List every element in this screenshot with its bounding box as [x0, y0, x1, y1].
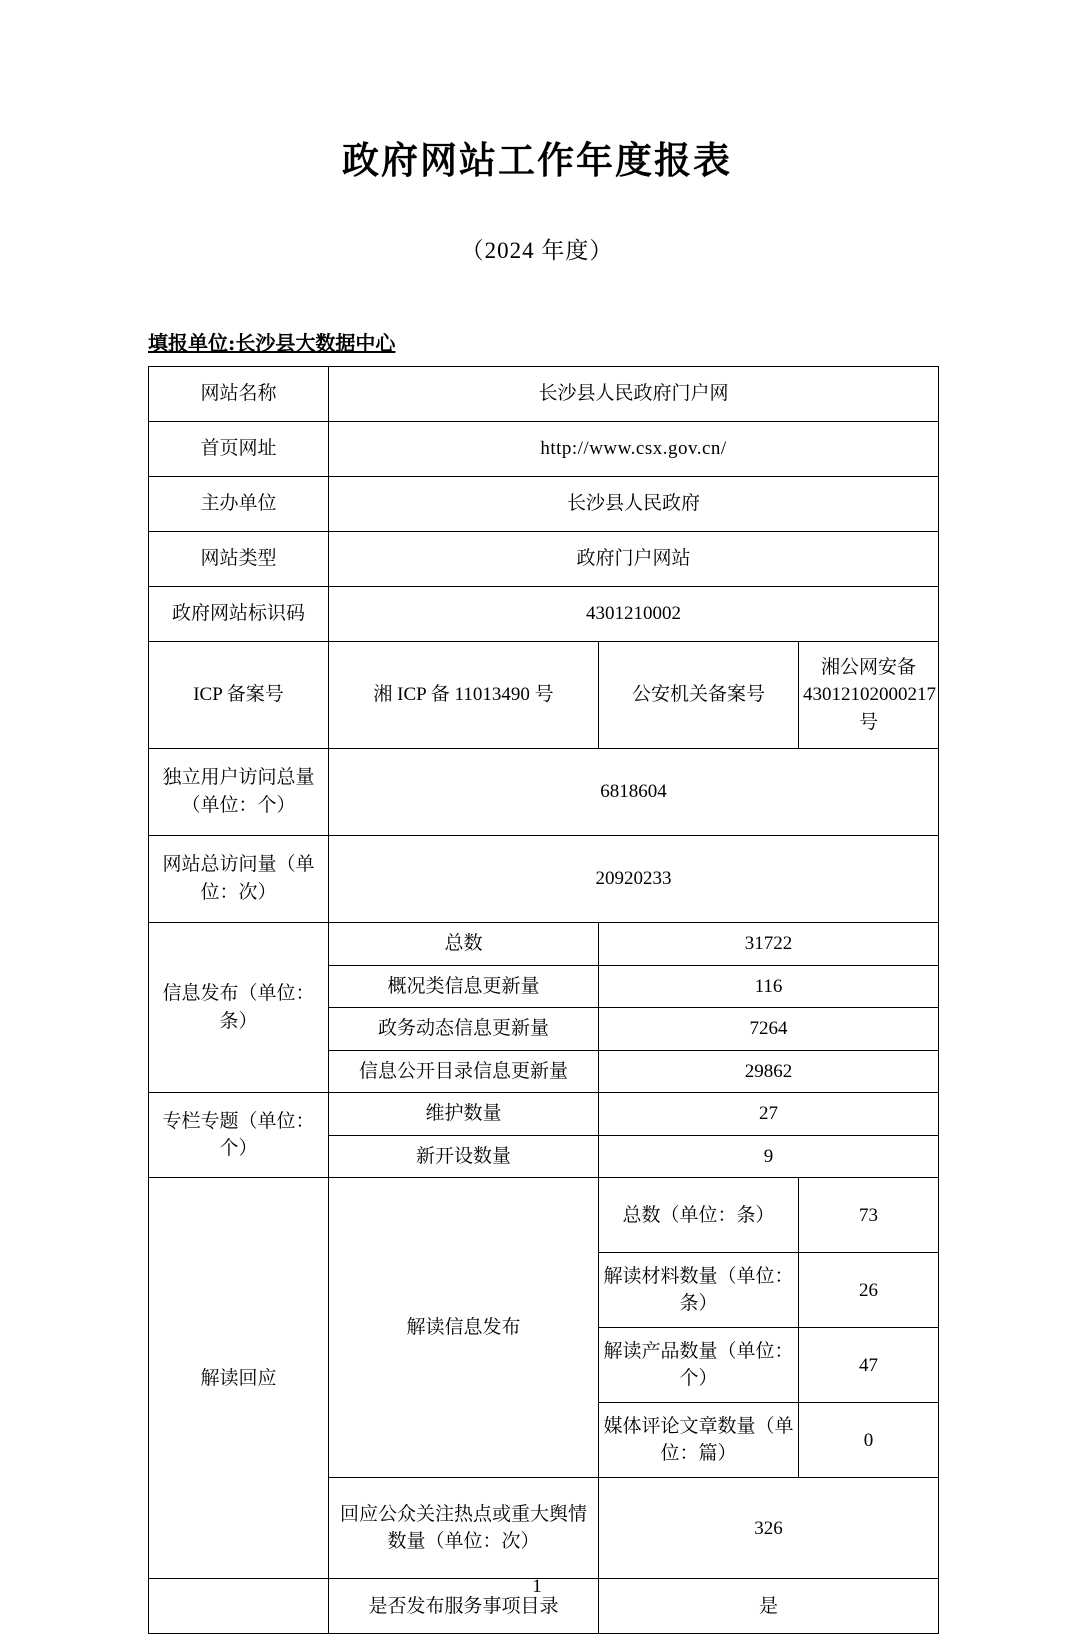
- column-topic-label: 专栏专题（单位：个）: [149, 1093, 329, 1178]
- info-publish-row-name: 概况类信息更新量: [329, 965, 599, 1008]
- info-publish-row-name: 政务动态信息更新量: [329, 1008, 599, 1051]
- site-type-label: 网站类型: [149, 532, 329, 587]
- service-catalog-label: 是否发布服务事项目录: [329, 1579, 599, 1634]
- sponsor-value: 长沙县人民政府: [329, 477, 939, 532]
- page-subtitle: （2024 年度）: [460, 238, 614, 263]
- interpretation-row-value: 47: [799, 1328, 939, 1403]
- interpretation-row-name: 总数（单位：条）: [599, 1178, 799, 1253]
- annual-report-table: [148, 366, 939, 1634]
- column-topic-row-value: 9: [599, 1135, 939, 1178]
- interpretation-row-value: 0: [799, 1403, 939, 1478]
- info-publish-row-name: 总数: [329, 923, 599, 966]
- site-name-label: 网站名称: [149, 367, 329, 422]
- table-row: [149, 1093, 939, 1136]
- interpretation-row-name: 解读材料数量（单位：条）: [599, 1253, 799, 1328]
- site-type-value: 政府门户网站: [329, 532, 939, 587]
- page-title: 政府网站工作年度报表: [342, 139, 732, 182]
- interpretation-label: 解读回应: [149, 1178, 329, 1579]
- icp-value: 湘 ICP 备 11013490 号: [329, 642, 599, 749]
- unique-visitors-label: 独立用户访问总量（单位：个）: [149, 749, 329, 836]
- site-name-value: 长沙县人民政府门户网: [329, 367, 939, 422]
- interpretation-row-value: 73: [799, 1178, 939, 1253]
- police-record-value: 湘公网安备 43012102000217 号: [799, 642, 939, 749]
- interpretation-row-name: 解读产品数量（单位：个）: [599, 1328, 799, 1403]
- unique-visitors-value: 6818604: [329, 749, 939, 836]
- reporting-unit: 填报单位:长沙县大数据中心: [148, 331, 396, 355]
- table-row: [149, 477, 939, 532]
- site-code-label: 政府网站标识码: [149, 587, 329, 642]
- document-page: [0, 130, 1074, 1650]
- response-hotspot-value: 326: [599, 1478, 939, 1579]
- info-publish-row-name: 信息公开目录信息更新量: [329, 1050, 599, 1093]
- table-row: [149, 532, 939, 587]
- homepage-label: 首页网址: [149, 422, 329, 477]
- police-record-label: 公安机关备案号: [599, 642, 799, 749]
- table-row: [149, 749, 939, 836]
- info-publish-row-value: 31722: [599, 923, 939, 966]
- response-hotspot-label: 回应公众关注热点或重大舆情数量（单位：次）: [329, 1478, 599, 1579]
- interpretation-publish-label: 解读信息发布: [329, 1178, 599, 1478]
- interpretation-row-name: 媒体评论文章数量（单位：篇）: [599, 1403, 799, 1478]
- table-row: [149, 1178, 939, 1253]
- table-row: [149, 836, 939, 923]
- interpretation-row-value: 26: [799, 1253, 939, 1328]
- table-row: [149, 422, 939, 477]
- info-publish-row-value: 29862: [599, 1050, 939, 1093]
- page-number: 1: [532, 1576, 542, 1597]
- service-catalog-value: 是: [599, 1579, 939, 1634]
- icp-label: ICP 备案号: [149, 642, 329, 749]
- column-topic-row-name: 新开设数量: [329, 1135, 599, 1178]
- site-code-value: 4301210002: [329, 587, 939, 642]
- column-topic-row-value: 27: [599, 1093, 939, 1136]
- table-row: [149, 642, 939, 749]
- table-row: [149, 367, 939, 422]
- info-publish-label: 信息发布（单位：条）: [149, 923, 329, 1093]
- info-publish-row-value: 7264: [599, 1008, 939, 1051]
- table-row: [149, 587, 939, 642]
- column-topic-row-name: 维护数量: [329, 1093, 599, 1136]
- total-visits-label: 网站总访问量（单位：次）: [149, 836, 329, 923]
- info-publish-row-value: 116: [599, 965, 939, 1008]
- sponsor-label: 主办单位: [149, 477, 329, 532]
- homepage-value: http://www.csx.gov.cn/: [329, 422, 939, 477]
- table-row: [149, 923, 939, 966]
- total-visits-value: 20920233: [329, 836, 939, 923]
